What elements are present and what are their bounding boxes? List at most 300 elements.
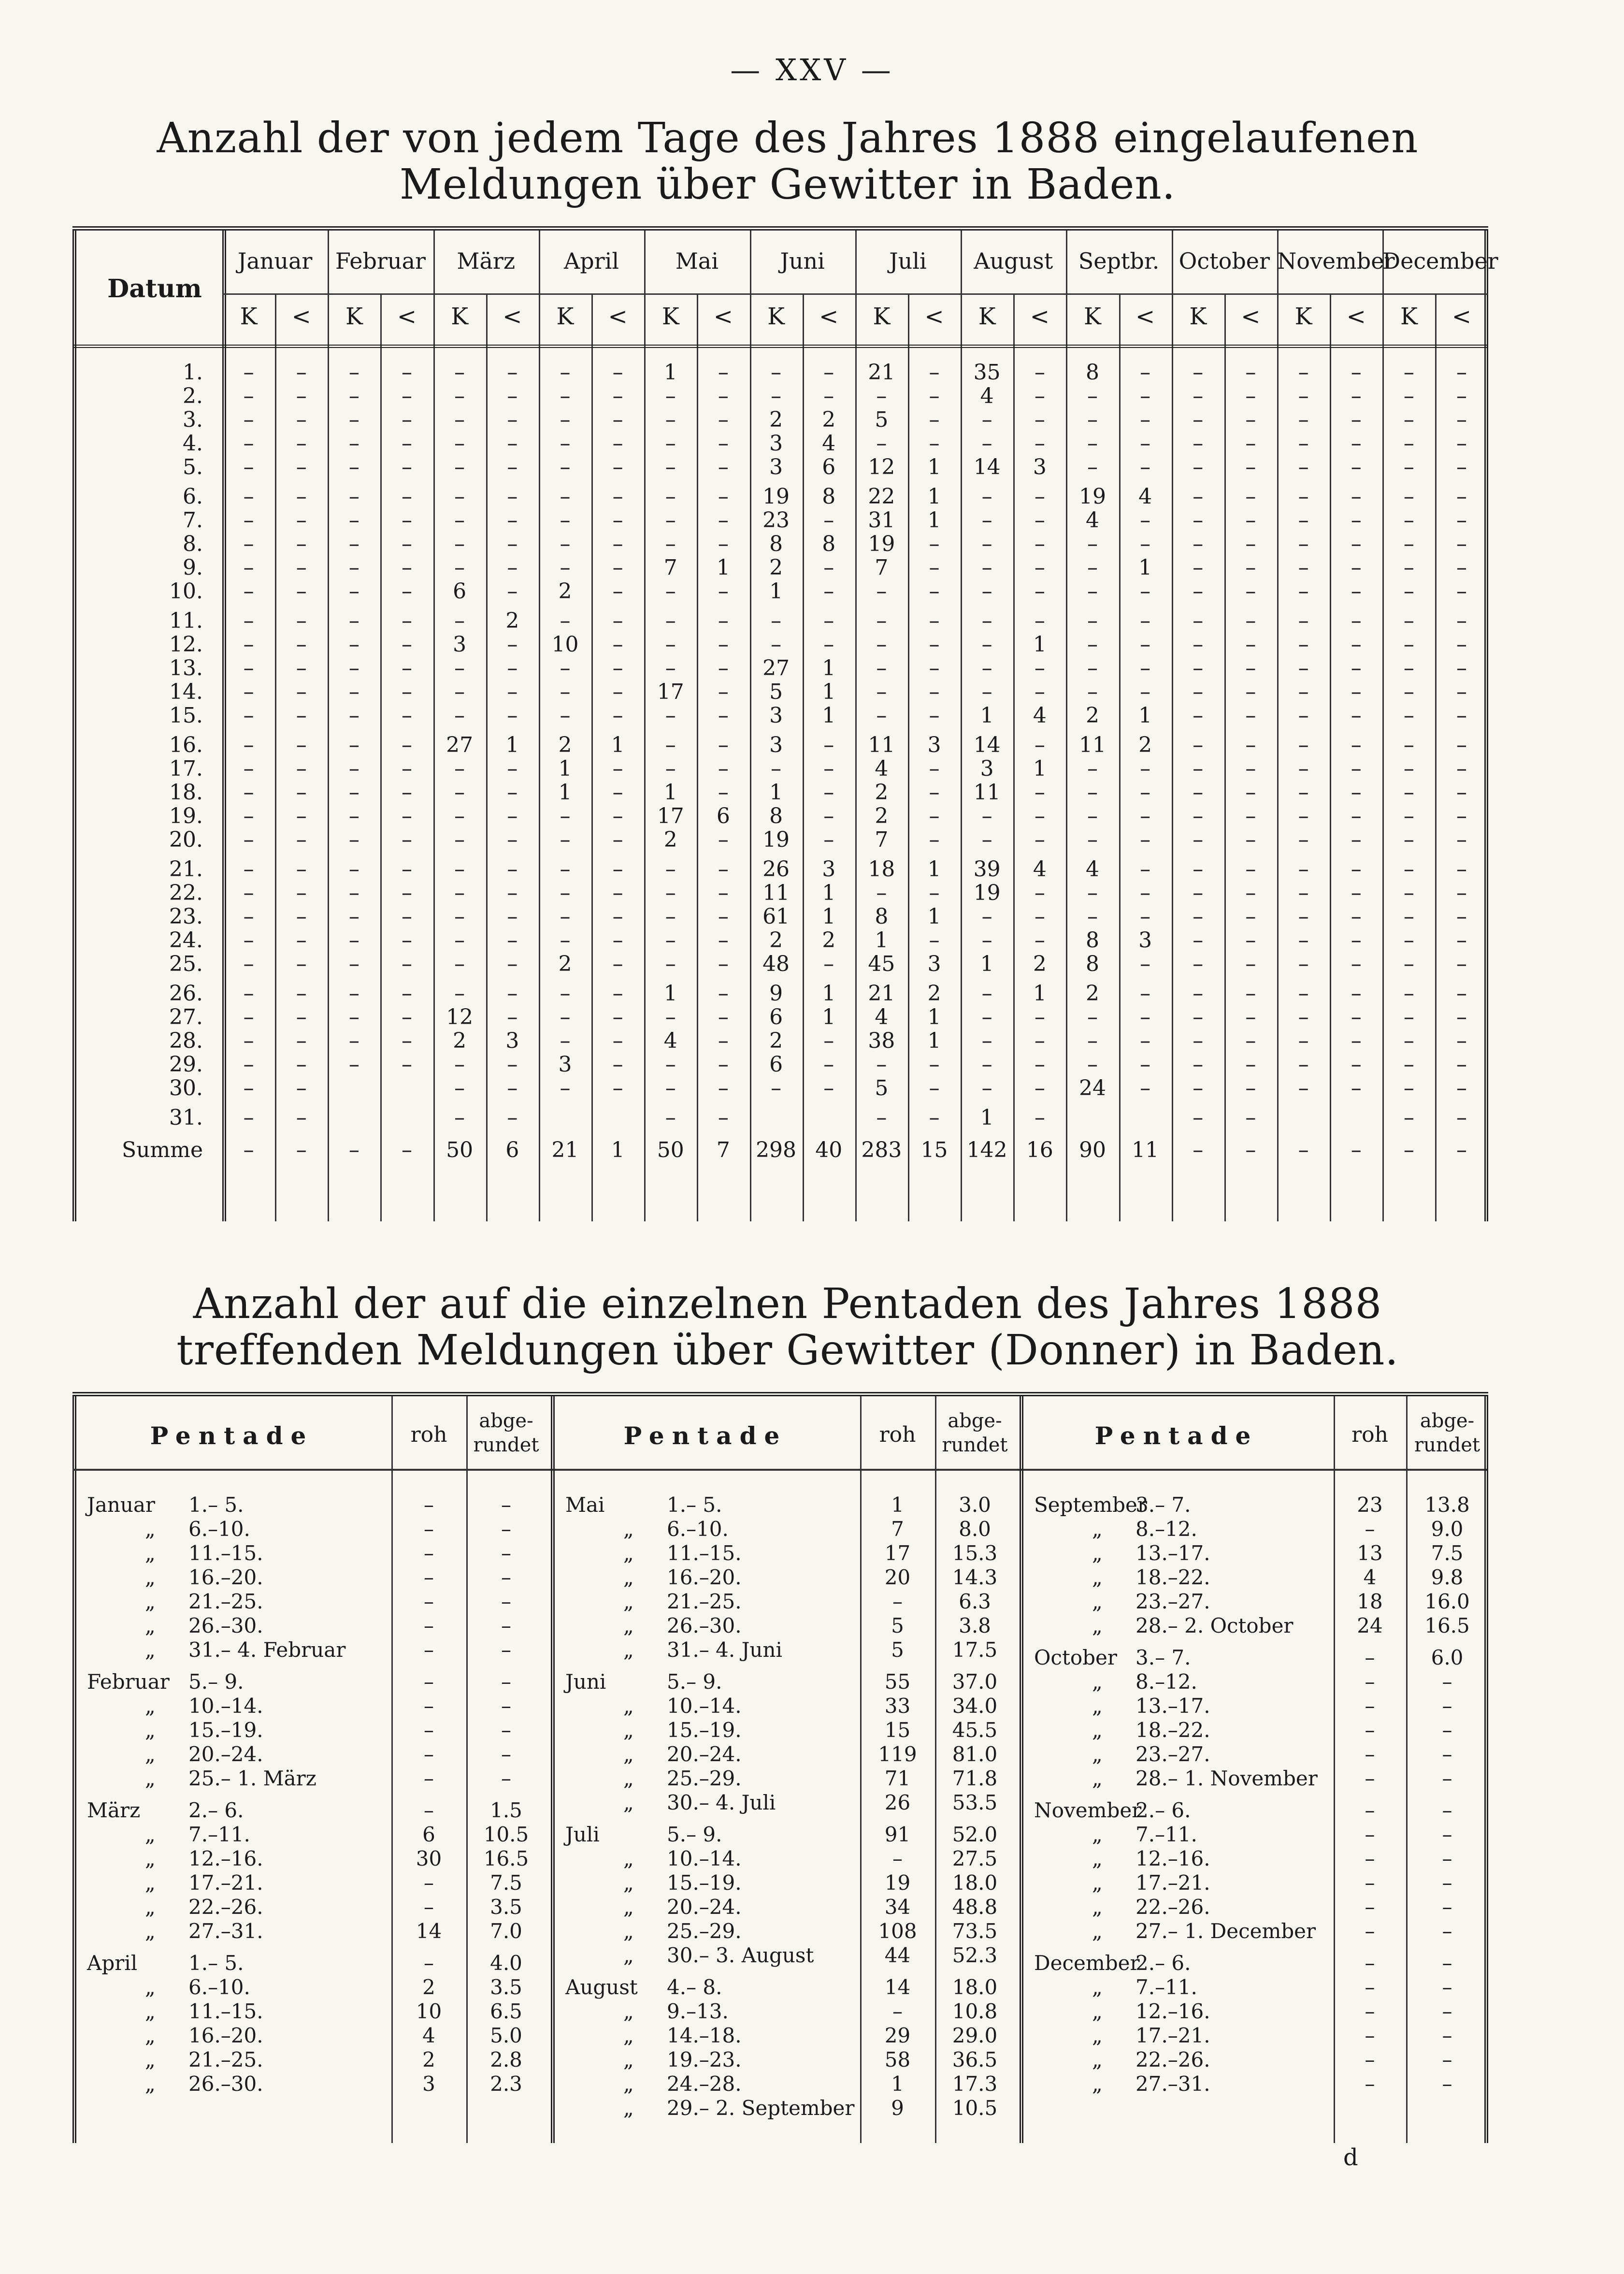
report-count: – bbox=[1193, 532, 1204, 556]
pentade-month: „ bbox=[623, 1565, 634, 1589]
roh-value: – bbox=[1365, 1823, 1375, 1846]
report-count: – bbox=[348, 804, 359, 828]
roh-value: 34 bbox=[884, 1895, 911, 1919]
pentade-range: 15.–19. bbox=[667, 1871, 742, 1895]
report-count: – bbox=[929, 579, 940, 604]
report-count: 1 bbox=[875, 928, 889, 953]
report-count: – bbox=[560, 407, 571, 432]
report-count: – bbox=[1087, 1052, 1098, 1077]
report-count: – bbox=[718, 981, 729, 1006]
report-count: – bbox=[296, 1028, 307, 1053]
report-count: 4 bbox=[663, 1028, 677, 1053]
report-count: – bbox=[1140, 756, 1151, 781]
report-count: – bbox=[507, 384, 518, 408]
pentade-range: 16.–20. bbox=[188, 2024, 263, 2047]
roh-value: – bbox=[1365, 1670, 1375, 1694]
report-count: – bbox=[1298, 555, 1309, 580]
date-label: 26. bbox=[169, 981, 203, 1006]
report-count: – bbox=[402, 904, 413, 929]
report-count: – bbox=[1351, 928, 1362, 953]
report-count: 27 bbox=[446, 733, 474, 757]
report-count: – bbox=[1298, 827, 1309, 852]
report-count: – bbox=[1456, 1138, 1467, 1162]
pentade-month: „ bbox=[1092, 1919, 1103, 1943]
report-count: 1 bbox=[822, 703, 836, 728]
report-count: 11 bbox=[868, 733, 895, 757]
report-count: – bbox=[1456, 431, 1467, 456]
pentade-range: 7.–11. bbox=[188, 1823, 250, 1846]
report-count: – bbox=[1193, 484, 1204, 509]
pentade-range: 28.– 1. November bbox=[1135, 1767, 1318, 1790]
report-count: – bbox=[296, 579, 307, 604]
report-count: – bbox=[1034, 1005, 1045, 1029]
roh-value: – bbox=[424, 1493, 434, 1517]
roh-value: 3 bbox=[422, 2072, 435, 2096]
report-count: – bbox=[665, 407, 676, 432]
report-count: 298 bbox=[756, 1138, 797, 1162]
report-count: – bbox=[402, 508, 413, 533]
report-count: 1 bbox=[980, 952, 994, 976]
lightning-symbol: K bbox=[1189, 303, 1207, 330]
pentade-range: 18.–22. bbox=[1135, 1718, 1210, 1742]
report-count: – bbox=[560, 360, 571, 385]
report-count: 50 bbox=[657, 1138, 684, 1162]
report-count: – bbox=[1245, 384, 1256, 408]
report-count: – bbox=[454, 904, 465, 929]
report-count: – bbox=[929, 532, 940, 556]
report-count: – bbox=[243, 804, 254, 828]
pentade-month: „ bbox=[623, 1541, 634, 1565]
report-count: – bbox=[1351, 1005, 1362, 1029]
abgerundet-line1: abge- bbox=[948, 1410, 1002, 1432]
date-label: 5. bbox=[183, 455, 203, 479]
report-count: – bbox=[1140, 857, 1151, 882]
month-divider bbox=[644, 231, 646, 1221]
report-count: – bbox=[1298, 455, 1309, 479]
report-count: – bbox=[612, 981, 623, 1006]
report-count: – bbox=[1351, 532, 1362, 556]
report-count: – bbox=[507, 579, 518, 604]
pentade-month: „ bbox=[623, 1943, 634, 1967]
pentade-month: „ bbox=[145, 2048, 156, 2071]
report-count: – bbox=[296, 532, 307, 556]
report-count: 6 bbox=[716, 804, 730, 828]
report-count: 2 bbox=[769, 928, 783, 953]
date-label: 24. bbox=[169, 928, 203, 953]
report-count: 1 bbox=[822, 656, 836, 681]
report-count: – bbox=[402, 827, 413, 852]
report-count: – bbox=[718, 532, 729, 556]
report-count: – bbox=[1140, 579, 1151, 604]
subcolumn-divider bbox=[1013, 293, 1015, 1221]
report-count: – bbox=[1298, 508, 1309, 533]
report-count: – bbox=[1140, 952, 1151, 976]
roh-value: 24 bbox=[1357, 1614, 1383, 1637]
report-count: – bbox=[402, 804, 413, 828]
report-count: 1 bbox=[822, 680, 836, 704]
date-label: 18. bbox=[169, 780, 203, 805]
report-count: – bbox=[1140, 804, 1151, 828]
report-count: – bbox=[665, 532, 676, 556]
roh-value: – bbox=[424, 1951, 434, 1975]
report-count: – bbox=[1245, 857, 1256, 882]
report-count: – bbox=[402, 857, 413, 882]
report-count: – bbox=[1351, 384, 1362, 408]
report-count: – bbox=[348, 703, 359, 728]
report-count: – bbox=[1245, 532, 1256, 556]
roh-value: 119 bbox=[878, 1742, 917, 1766]
report-count: – bbox=[454, 407, 465, 432]
report-count: – bbox=[718, 484, 729, 509]
report-count: – bbox=[929, 680, 940, 704]
date-label: 3. bbox=[183, 407, 203, 432]
report-count: – bbox=[1245, 1005, 1256, 1029]
thunder-symbol: < bbox=[397, 303, 417, 330]
report-count: – bbox=[348, 484, 359, 509]
roh-value: 91 bbox=[884, 1823, 911, 1846]
report-count: – bbox=[1351, 952, 1362, 976]
report-count: – bbox=[402, 756, 413, 781]
roh-value: 2 bbox=[422, 2048, 435, 2071]
pentade-range: 15.–19. bbox=[188, 1718, 263, 1742]
roh-value: – bbox=[1365, 1767, 1375, 1790]
header-divider bbox=[222, 293, 1488, 295]
report-count: – bbox=[560, 555, 571, 580]
report-count: 6 bbox=[769, 1005, 783, 1029]
report-count: – bbox=[1298, 1076, 1309, 1101]
roh-value: – bbox=[424, 1895, 434, 1919]
report-count: – bbox=[454, 703, 465, 728]
month-header: Juli bbox=[889, 248, 927, 274]
report-count: – bbox=[665, 1005, 676, 1029]
report-count: 90 bbox=[1078, 1138, 1106, 1162]
report-count: 27 bbox=[762, 656, 790, 681]
abgerundet-value: – bbox=[501, 1694, 511, 1718]
report-count: – bbox=[718, 680, 729, 704]
pentade-month: October bbox=[1034, 1646, 1117, 1669]
report-count: 8 bbox=[822, 484, 836, 509]
report-count: – bbox=[1456, 756, 1467, 781]
report-count: – bbox=[507, 756, 518, 781]
report-count: – bbox=[1087, 608, 1098, 633]
pentade-range: 2.– 6. bbox=[1135, 1951, 1191, 1975]
date-label: 22. bbox=[169, 881, 203, 905]
report-count: – bbox=[929, 1076, 940, 1101]
report-count: – bbox=[243, 756, 254, 781]
report-count: – bbox=[823, 756, 834, 781]
report-count: – bbox=[1087, 384, 1098, 408]
report-count: – bbox=[823, 733, 834, 757]
subcolumn-divider bbox=[908, 293, 909, 1221]
report-count: – bbox=[718, 904, 729, 929]
report-count: – bbox=[665, 608, 676, 633]
report-count: – bbox=[560, 532, 571, 556]
report-count: – bbox=[296, 632, 307, 657]
report-count: – bbox=[243, 680, 254, 704]
report-count: – bbox=[1351, 632, 1362, 657]
pentade-month: Juni bbox=[565, 1670, 606, 1694]
report-count: – bbox=[1351, 555, 1362, 580]
report-count: – bbox=[243, 632, 254, 657]
report-count: – bbox=[1193, 857, 1204, 882]
report-count: – bbox=[1193, 904, 1204, 929]
report-count: – bbox=[1403, 952, 1414, 976]
abgerundet-line2: rundet bbox=[1414, 1434, 1480, 1456]
report-count: 2 bbox=[558, 579, 572, 604]
report-count: – bbox=[1403, 455, 1414, 479]
report-count: – bbox=[876, 881, 887, 905]
report-count: – bbox=[296, 1076, 307, 1101]
report-count: – bbox=[402, 656, 413, 681]
report-count: – bbox=[771, 1076, 782, 1101]
report-count: – bbox=[1456, 579, 1467, 604]
report-count: – bbox=[348, 780, 359, 805]
report-count: – bbox=[507, 431, 518, 456]
report-count: – bbox=[243, 857, 254, 882]
report-count: – bbox=[823, 508, 834, 533]
report-count: 2 bbox=[769, 555, 783, 580]
report-count: – bbox=[296, 881, 307, 905]
abgerundet-value: – bbox=[1442, 2048, 1452, 2071]
table1-title: Anzahl der von jedem Tage des Jahres 1888 eingelaufenen Meldungen über Gewitter in Baden. bbox=[157, 114, 1419, 209]
roh-value: 30 bbox=[416, 1847, 442, 1870]
pentade-month: „ bbox=[145, 1975, 156, 1999]
subcolumn-divider bbox=[486, 293, 488, 1221]
roh-value: 20 bbox=[884, 1565, 911, 1589]
report-count: 18 bbox=[868, 857, 895, 882]
report-count: – bbox=[1034, 1052, 1045, 1077]
report-count: – bbox=[454, 1076, 465, 1101]
pentade-range: 28.– 2. October bbox=[1135, 1614, 1293, 1637]
abgerundet-value: 6.0 bbox=[1431, 1646, 1464, 1669]
report-count: – bbox=[1351, 1052, 1362, 1077]
pentade-range: 22.–26. bbox=[1135, 1895, 1210, 1919]
report-count: – bbox=[718, 407, 729, 432]
report-count: – bbox=[612, 857, 623, 882]
report-count: – bbox=[296, 1005, 307, 1029]
report-count: – bbox=[1456, 827, 1467, 852]
report-count: – bbox=[612, 384, 623, 408]
report-count: – bbox=[454, 384, 465, 408]
month-header: Septbr. bbox=[1078, 248, 1160, 274]
report-count: – bbox=[507, 1076, 518, 1101]
report-count: – bbox=[1034, 1105, 1045, 1130]
report-count: – bbox=[1193, 360, 1204, 385]
report-count: – bbox=[1403, 1028, 1414, 1053]
report-count: – bbox=[718, 952, 729, 976]
subcolumn-divider bbox=[1435, 293, 1437, 1221]
abgerundet-value: – bbox=[501, 1541, 511, 1565]
pentade-range: 1.– 5. bbox=[667, 1493, 722, 1517]
report-count: 1 bbox=[663, 780, 677, 805]
report-count: 3 bbox=[1138, 928, 1152, 953]
report-count: – bbox=[1140, 608, 1151, 633]
pentade-header: Pentade bbox=[150, 1421, 314, 1450]
report-count: – bbox=[1298, 703, 1309, 728]
report-count: – bbox=[296, 857, 307, 882]
datum-header: Datum bbox=[107, 274, 202, 304]
report-count: 7 bbox=[875, 555, 889, 580]
report-count: 3 bbox=[927, 952, 941, 976]
report-count: – bbox=[823, 360, 834, 385]
report-count: – bbox=[560, 608, 571, 633]
report-count: – bbox=[1456, 1028, 1467, 1053]
report-count: – bbox=[507, 360, 518, 385]
pentade-month: „ bbox=[145, 1767, 156, 1790]
report-count: – bbox=[1245, 756, 1256, 781]
report-count: – bbox=[454, 680, 465, 704]
report-count: – bbox=[1403, 804, 1414, 828]
report-count: – bbox=[1193, 827, 1204, 852]
report-count: – bbox=[612, 508, 623, 533]
report-count: – bbox=[612, 952, 623, 976]
report-count: – bbox=[665, 756, 676, 781]
report-count: – bbox=[1298, 680, 1309, 704]
roh-value: – bbox=[424, 1871, 434, 1895]
pentade-range: 13.–17. bbox=[1135, 1541, 1210, 1565]
report-count: – bbox=[1456, 952, 1467, 976]
report-count: – bbox=[296, 484, 307, 509]
date-label: 10. bbox=[169, 579, 203, 604]
report-count: – bbox=[1403, 1052, 1414, 1077]
date-label: 6. bbox=[183, 484, 203, 509]
report-count: – bbox=[348, 608, 359, 633]
report-count: – bbox=[612, 407, 623, 432]
pentade-range: 7.–11. bbox=[1135, 1975, 1197, 1999]
report-count: – bbox=[981, 579, 992, 604]
report-count: – bbox=[296, 703, 307, 728]
month-divider bbox=[433, 231, 435, 1221]
report-count: – bbox=[454, 555, 465, 580]
subcolumn-divider bbox=[1330, 293, 1331, 1221]
report-count: – bbox=[402, 881, 413, 905]
report-count: 48 bbox=[762, 952, 790, 976]
report-count: 2 bbox=[875, 804, 889, 828]
report-count: – bbox=[296, 756, 307, 781]
abgerundet-value: – bbox=[501, 1614, 511, 1637]
thunder-symbol: < bbox=[713, 303, 733, 330]
report-count: 1 bbox=[1033, 632, 1047, 657]
report-count: 1 bbox=[611, 733, 625, 757]
report-count: – bbox=[1456, 407, 1467, 432]
report-count: – bbox=[1298, 484, 1309, 509]
report-count: – bbox=[1193, 1052, 1204, 1077]
report-count: 1 bbox=[980, 703, 994, 728]
thunder-symbol: < bbox=[503, 303, 522, 330]
pentade-range: 9.–13. bbox=[667, 1999, 729, 2023]
report-count: – bbox=[507, 1005, 518, 1029]
report-count: – bbox=[718, 928, 729, 953]
report-count: 3 bbox=[505, 1028, 519, 1053]
report-count: – bbox=[665, 384, 676, 408]
date-label: 28. bbox=[169, 1028, 203, 1053]
report-count: 6 bbox=[769, 1052, 783, 1077]
pentade-month: „ bbox=[145, 1517, 156, 1541]
report-count: – bbox=[454, 608, 465, 633]
report-count: – bbox=[348, 1052, 359, 1077]
report-count: 1 bbox=[927, 1005, 941, 1029]
report-count: – bbox=[348, 1005, 359, 1029]
abgerundet-value: 17.3 bbox=[952, 2072, 998, 2096]
report-count: 3 bbox=[558, 1052, 572, 1077]
pentade-month: „ bbox=[623, 1590, 634, 1613]
roh-value: 33 bbox=[884, 1694, 911, 1718]
report-count: – bbox=[1403, 981, 1414, 1006]
report-count: – bbox=[1456, 532, 1467, 556]
abgerundet-header bbox=[935, 1409, 1015, 1457]
report-count: – bbox=[1403, 384, 1414, 408]
pentade-month: „ bbox=[623, 1871, 634, 1895]
report-count: – bbox=[1245, 608, 1256, 633]
report-count: – bbox=[1245, 508, 1256, 533]
report-count: 3 bbox=[1033, 455, 1047, 479]
pentade-range: 31.– 4. Juni bbox=[667, 1638, 782, 1662]
report-count: – bbox=[981, 1076, 992, 1101]
pentade-range: 17.–21. bbox=[1135, 1871, 1210, 1895]
report-count: – bbox=[1193, 952, 1204, 976]
pentade-month: „ bbox=[1092, 2048, 1103, 2071]
date-label: 8. bbox=[183, 532, 203, 556]
report-count: – bbox=[243, 484, 254, 509]
report-count: – bbox=[1087, 455, 1098, 479]
report-count: 2 bbox=[769, 1028, 783, 1053]
thunder-symbol: < bbox=[1452, 303, 1472, 330]
roh-value: – bbox=[424, 1638, 434, 1662]
report-count: – bbox=[929, 881, 940, 905]
date-label: 12. bbox=[169, 632, 203, 657]
report-count: – bbox=[402, 555, 413, 580]
date-label: 2. bbox=[183, 384, 203, 408]
pentade-range: 27.– 1. December bbox=[1135, 1919, 1316, 1943]
report-count: – bbox=[1245, 555, 1256, 580]
report-count: – bbox=[771, 608, 782, 633]
report-count: – bbox=[243, 407, 254, 432]
report-count: – bbox=[1245, 1105, 1256, 1130]
abgerundet-value: 16.0 bbox=[1424, 1590, 1470, 1613]
report-count: – bbox=[665, 656, 676, 681]
report-count: – bbox=[929, 656, 940, 681]
report-count: – bbox=[1298, 981, 1309, 1006]
month-header: Juni bbox=[780, 248, 825, 274]
month-divider bbox=[1277, 231, 1279, 1221]
report-count: – bbox=[296, 1105, 307, 1130]
roh-value: – bbox=[424, 1614, 434, 1637]
pentade-range: 11.–15. bbox=[188, 1541, 263, 1565]
report-count: – bbox=[981, 1052, 992, 1077]
report-count: 1 bbox=[769, 579, 783, 604]
report-count: – bbox=[1193, 508, 1204, 533]
roh-value: 14 bbox=[884, 1975, 911, 1999]
report-count: 6 bbox=[453, 579, 467, 604]
report-count: – bbox=[348, 680, 359, 704]
report-count: – bbox=[981, 1028, 992, 1053]
report-count: 2 bbox=[558, 952, 572, 976]
report-count: – bbox=[929, 780, 940, 805]
pentade-month: „ bbox=[623, 1517, 634, 1541]
report-count: – bbox=[929, 703, 940, 728]
date-label: 31. bbox=[169, 1105, 203, 1130]
report-count: – bbox=[1351, 484, 1362, 509]
report-count: – bbox=[1351, 431, 1362, 456]
lightning-symbol: K bbox=[451, 303, 469, 330]
report-count: – bbox=[1403, 608, 1414, 633]
report-count: – bbox=[507, 952, 518, 976]
report-count: – bbox=[1034, 484, 1045, 509]
report-count: – bbox=[1351, 857, 1362, 882]
report-count: – bbox=[243, 532, 254, 556]
report-count: – bbox=[1193, 455, 1204, 479]
abgerundet-value: 7.5 bbox=[1431, 1541, 1464, 1565]
